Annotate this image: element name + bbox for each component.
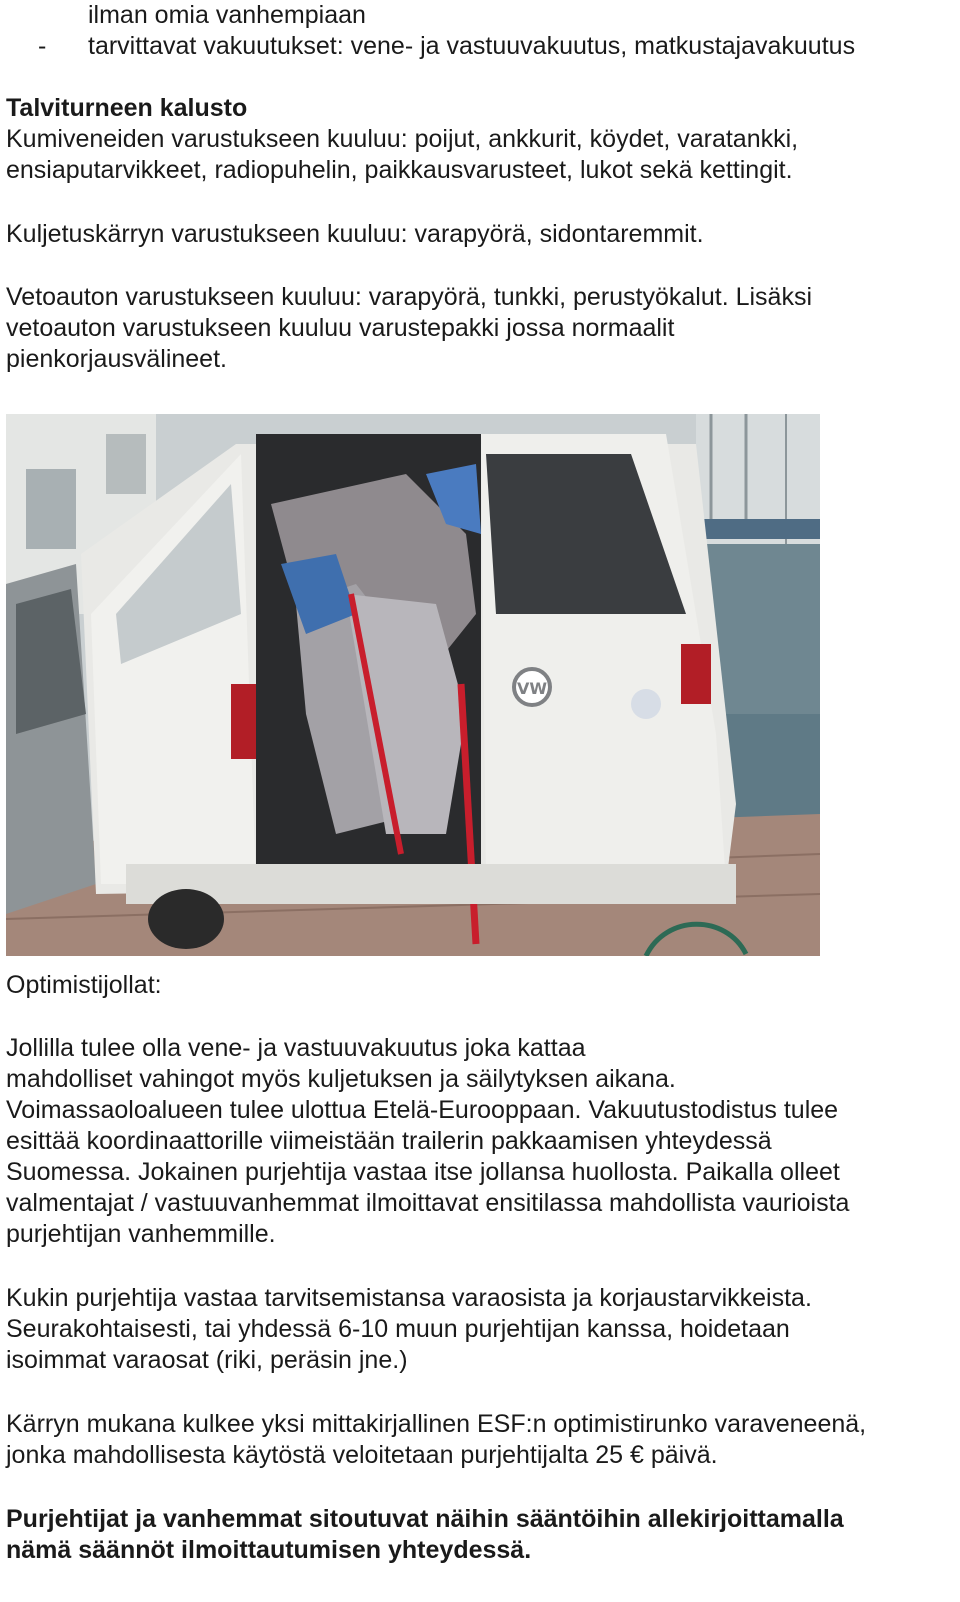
optimist-p1-line-6: valmentajat / vastuuvanhemmat ilmoittavat ensitilassa mahdollista vaurioista <box>6 1189 850 1217</box>
optimist-p2-line-2: Seurakohtaisesti, tai yhdessä 6-10 muun purjehtijan kanssa, hoidetaan <box>6 1315 790 1343</box>
van-photo <box>6 414 820 956</box>
section-heading-optimist: Optimistijollat: <box>6 971 162 999</box>
optimist-p2-line-1: Kukin purjehtija vastaa tarvitsemistansa varaosista ja korjaustarvikkeista. <box>6 1284 812 1312</box>
optimist-p1-line-3: Voimassaoloalueen tulee ulottua Etelä-Eurooppaan. Vakuutustodistus tulee <box>6 1096 839 1124</box>
car-equipment-line-3: pienkorjausvälineet. <box>6 345 227 373</box>
optimist-p3-line-2: jonka mahdollisesta käytöstä veloitetaan purjehtijalta 25 € päivä. <box>6 1441 718 1469</box>
optimist-p1-line-5: Suomessa. Jokainen purjehtija vastaa itse jollansa huollosta. Paikalla olleet <box>6 1158 840 1186</box>
optimist-p3-line-1: Kärryn mukana kulkee yksi mittakirjallinen ESF:n optimistirunko varaveneenä, <box>6 1410 867 1438</box>
optimist-p1-line-4: esittää koordinaattorille viimeistään trailerin pakkaamisen yhteydessä <box>6 1127 772 1155</box>
list-item-insurance: tarvittavat vakuutukset: vene- ja vastuuvakuutus, matkustajavakuutus <box>88 32 856 60</box>
commitment-line-2: nämä säännöt ilmoittautumisen yhteydessä. <box>6 1536 532 1564</box>
optimist-p1-line-7: purjehtijan vanhemmille. <box>6 1220 276 1248</box>
section-heading-equipment: Talviturneen kalusto <box>6 94 248 122</box>
list-bullet-dash: - <box>38 32 47 60</box>
optimist-p2-line-3: isoimmat varaosat (riki, peräsin jne.) <box>6 1346 408 1374</box>
car-equipment-line-2: vetoauton varustukseen kuuluu varustepakki jossa normaalit <box>6 314 675 342</box>
commitment-line-1: Purjehtijat ja vanhemmat sitoutuvat näihin sääntöihin allekirjoittamalla <box>6 1505 844 1533</box>
trailer-equipment-text: Kuljetuskärryn varustukseen kuuluu: varapyörä, sidontaremmit. <box>6 220 704 248</box>
boats-equipment-line-2: ensiaputarvikkeet, radiopuhelin, paikkausvarusteet, lukot sekä kettingit. <box>6 156 793 184</box>
list-continuation-text: ilman omia vanhempiaan <box>88 1 366 29</box>
svg-text:VW: VW <box>516 679 548 698</box>
optimist-p1-line-2: mahdolliset vahingot myös kuljetuksen ja säilytyksen aikana. <box>6 1065 676 1093</box>
boats-equipment-line-1: Kumiveneiden varustukseen kuuluu: poijut, ankkurit, köydet, varatankki, <box>6 125 799 153</box>
optimist-p1-line-1: Jollilla tulee olla vene- ja vastuuvakuutus joka kattaa <box>6 1034 586 1062</box>
car-equipment-line-1: Vetoauton varustukseen kuuluu: varapyörä, tunkki, perustyökalut. Lisäksi <box>6 283 813 311</box>
